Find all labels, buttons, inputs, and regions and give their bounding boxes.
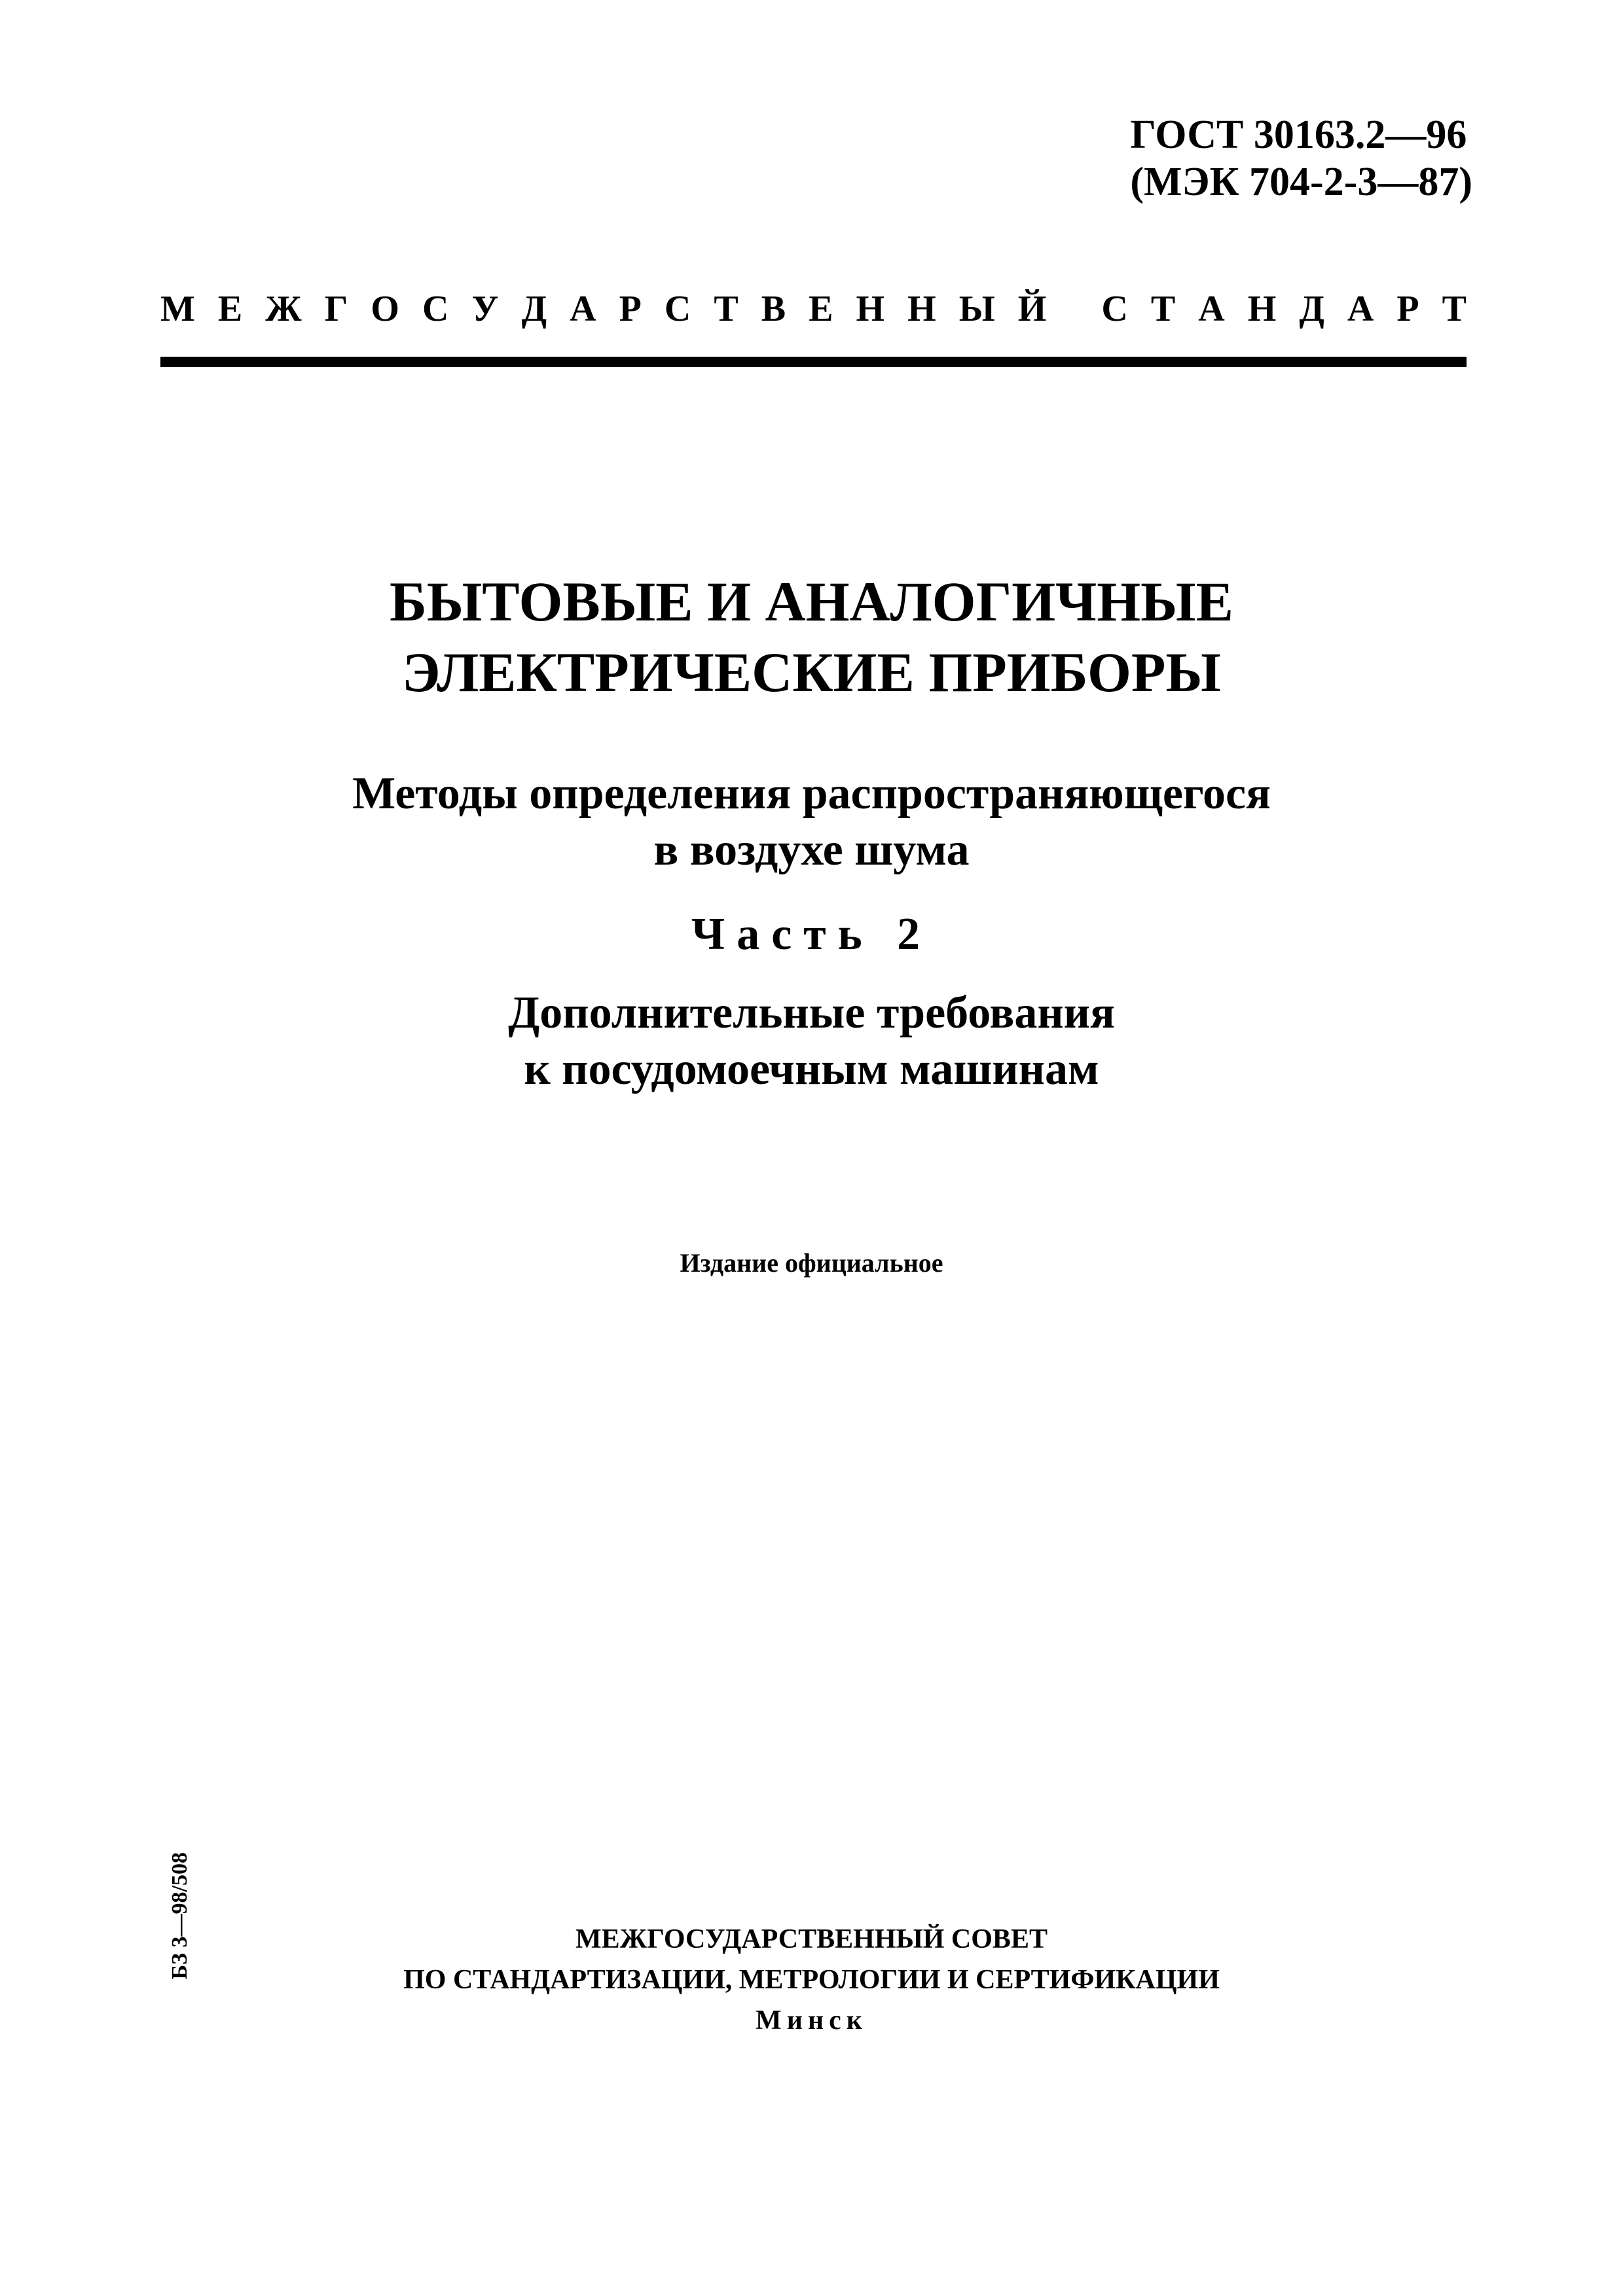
banner-letter: Т [714,289,739,329]
banner-letters [160,286,1467,332]
banner-letter: А [570,289,596,329]
banner-letter: Й [1017,289,1047,329]
header-divider [160,357,1467,367]
standard-banner [160,286,1467,332]
banner-letter: Т [1150,289,1176,329]
additional-line-1: Дополнительные требования [508,988,1115,1038]
banner-letter: Ы [958,289,995,329]
publisher-line-1: МЕЖГОСУДАРСТВЕННЫЙ СОВЕТ [575,1924,1048,1954]
publisher-block [0,1919,1623,2041]
banner-letter: Н [1247,289,1277,329]
banner-letter: М [160,289,195,329]
additional-requirements [0,985,1623,1098]
side-code: БЗ 3—98/508 [168,1852,192,1980]
gost-number: ГОСТ 30163.2—96 [1130,113,1467,157]
banner-letter: Д [521,289,547,329]
banner-letter: Е [809,289,833,329]
publisher-line-2: ПО СТАНДАРТИЗАЦИИ, МЕТРОЛОГИИ И СЕРТИФИКАЦИИ [403,1965,1220,1995]
banner-letter: С [422,289,449,329]
banner-letter: У [471,289,499,329]
banner-letter: О [371,289,399,329]
banner-letter: А [1347,289,1374,329]
subtitle [0,766,1623,878]
banner-letter: Н [856,289,885,329]
part-label: Часть 2 [691,909,932,960]
banner-letter: Г [324,289,348,329]
banner-word-gap [1069,286,1078,332]
banner-letter: Р [619,289,642,329]
main-title-line-2: ЭЛЕКТРИЧЕСКИЕ ПРИБОРЫ [402,641,1221,704]
banner-letter: А [1198,289,1225,329]
banner-letter: Д [1299,289,1324,329]
main-title-line-1: БЫТОВЫЕ И АНАЛОГИЧНЫЕ [390,570,1233,633]
banner-letter: Н [907,289,936,329]
publisher-city: Минск [756,2005,867,2036]
banner-letter: Е [217,289,243,329]
banner-letter: Т [1442,289,1467,329]
edition-label: Издание официальное [680,1248,943,1278]
subtitle-line-2: в воздухе шума [653,825,970,875]
iec-number: (МЭК 704-2-3—87) [1130,160,1472,204]
document-number-block [1130,111,1472,206]
banner-letter: С [1101,289,1128,329]
main-title [0,566,1623,708]
subtitle-line-1: Методы определения распространяющегося [352,768,1271,819]
banner-letter: Р [1396,289,1419,329]
banner-letter: В [761,289,786,329]
additional-line-2: к посудомоечным машинам [524,1044,1099,1094]
banner-letter: Ж [265,289,302,329]
banner-letter: С [664,289,691,329]
